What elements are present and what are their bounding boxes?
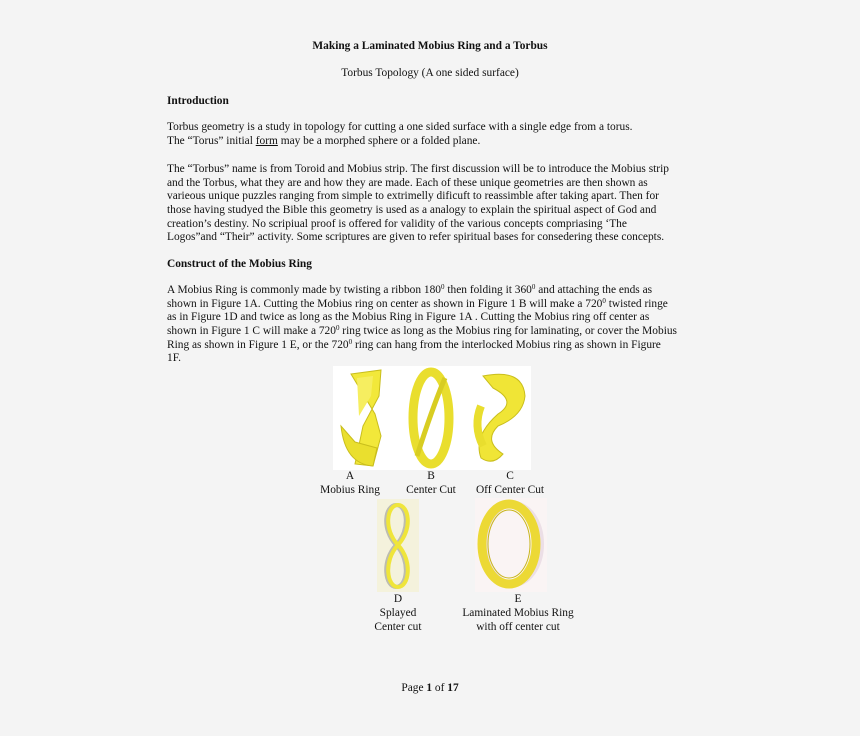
of-label: of bbox=[432, 682, 448, 694]
figure-caption: Mobius Ring bbox=[320, 484, 380, 496]
construct-heading: Construct of the Mobius Ring bbox=[167, 258, 312, 270]
text-run: shown in Figure 1A. Cutting the Mobius ring on center as shown in Figure 1 B will make a 720 bbox=[167, 297, 603, 310]
text-line: varieous unique puzzles ranging from simple to extrimelly dificuft to reassimble after taking apart. Then for bbox=[167, 190, 659, 203]
text-line: Torbus geometry is a study in topology for cutting a one sided surface with a single edge from a torus. bbox=[167, 121, 633, 133]
underlined-word: form bbox=[255, 134, 278, 147]
figure-letter: E bbox=[514, 593, 522, 605]
document-subtitle: Torbus Topology (A one sided surface) bbox=[341, 67, 519, 79]
text-line bbox=[167, 135, 727, 149]
figure-d-caption bbox=[362, 592, 434, 634]
figure-d-image bbox=[377, 499, 419, 592]
figure-letter: A bbox=[345, 470, 355, 482]
document-title: Making a Laminated Mobius Ring and a Torbus bbox=[312, 40, 548, 52]
figure-letter: C bbox=[506, 470, 514, 482]
text-line: and the Torbus, what they are and how they are made. Each of these unique geometries are then shown as bbox=[167, 176, 648, 189]
page-label: Page bbox=[401, 682, 427, 694]
off-center-cut-c-image bbox=[477, 374, 525, 461]
text-run: then folding it 360 bbox=[444, 284, 532, 296]
intro-heading: Introduction bbox=[167, 95, 229, 107]
figure-b-caption bbox=[400, 469, 462, 497]
page-footer bbox=[0, 682, 860, 696]
text-line bbox=[167, 352, 727, 366]
center-cut-b-image bbox=[413, 372, 449, 464]
page-number: 1 bbox=[426, 682, 433, 694]
figure-caption: with off center cut bbox=[476, 621, 560, 633]
text-line: those having studyed the Bible this geometry is used as a analogy to explain the spiritual aspect of God and bbox=[167, 204, 657, 217]
figure-caption: Center cut bbox=[374, 621, 422, 633]
degree-superscript: 0 bbox=[602, 296, 606, 305]
figure-letter: D bbox=[393, 593, 403, 605]
intro-paragraph-2 bbox=[167, 163, 727, 245]
figure-letter: B bbox=[427, 470, 435, 482]
text-line bbox=[167, 284, 727, 298]
construct-paragraph bbox=[167, 284, 727, 366]
text-run: shown in Figure 1 C will make a 720 bbox=[167, 325, 336, 338]
degree-superscript: 0 bbox=[348, 337, 353, 346]
text-run: The “Torus” initial bbox=[167, 134, 256, 147]
intro-paragraph-1 bbox=[167, 121, 727, 148]
text-run: twisted ringe bbox=[605, 297, 668, 310]
text-run: may be a morphed sphere or a folded plane. bbox=[277, 134, 481, 147]
figure-abc-image bbox=[333, 366, 531, 470]
text-run: ring can hang from the interlocked Mobius ring as shown in Figure bbox=[352, 338, 661, 351]
text-run: 1F. bbox=[167, 352, 181, 365]
text-line: The “Torbus” name is from Toroid and Mobius strip. The first discussion will be to introduce the Mobius strip bbox=[167, 163, 669, 175]
text-line bbox=[167, 339, 727, 353]
text-line bbox=[167, 311, 727, 325]
text-run: A Mobius Ring is commonly made by twisting a ribbon 180 bbox=[167, 284, 442, 296]
figure-caption: Center Cut bbox=[406, 484, 456, 496]
figure-caption: Laminated Mobius Ring bbox=[462, 607, 574, 619]
mobius-ring-a-image bbox=[341, 370, 381, 466]
text-run: as in Figure 1D and twice as long as the Mobius Ring in Figure 1A . Cutting the Mobius ring off center as bbox=[167, 311, 650, 324]
text-run: Ring as shown in Figure 1 E, or the 720 bbox=[167, 338, 349, 351]
total-pages: 17 bbox=[447, 682, 459, 694]
figure-caption: Off Center Cut bbox=[475, 484, 545, 496]
figure-e-caption bbox=[450, 592, 586, 634]
figure-a-caption bbox=[318, 469, 382, 497]
figure-caption: Splayed bbox=[379, 607, 417, 619]
figure-e-image bbox=[475, 498, 547, 592]
text-run: ring twice as long as the Mobius ring for laminating, or cover the Mobius bbox=[339, 325, 677, 338]
text-run: and attaching the ends as bbox=[535, 284, 653, 296]
text-line: Logos”and “Their” activity. Some scriptures are given to refer spiritual bases for consedering these concepts. bbox=[167, 231, 665, 244]
degree-superscript: 0 bbox=[531, 283, 536, 291]
degree-superscript: 0 bbox=[335, 324, 340, 333]
figure-c-caption bbox=[470, 469, 550, 497]
degree-superscript: 0 bbox=[441, 283, 445, 291]
text-line bbox=[167, 325, 727, 339]
text-line bbox=[167, 298, 727, 312]
text-line: creation’s destiny. No scripiual proof is offered for validity of the various concepts compriasing ‘The bbox=[167, 217, 627, 230]
